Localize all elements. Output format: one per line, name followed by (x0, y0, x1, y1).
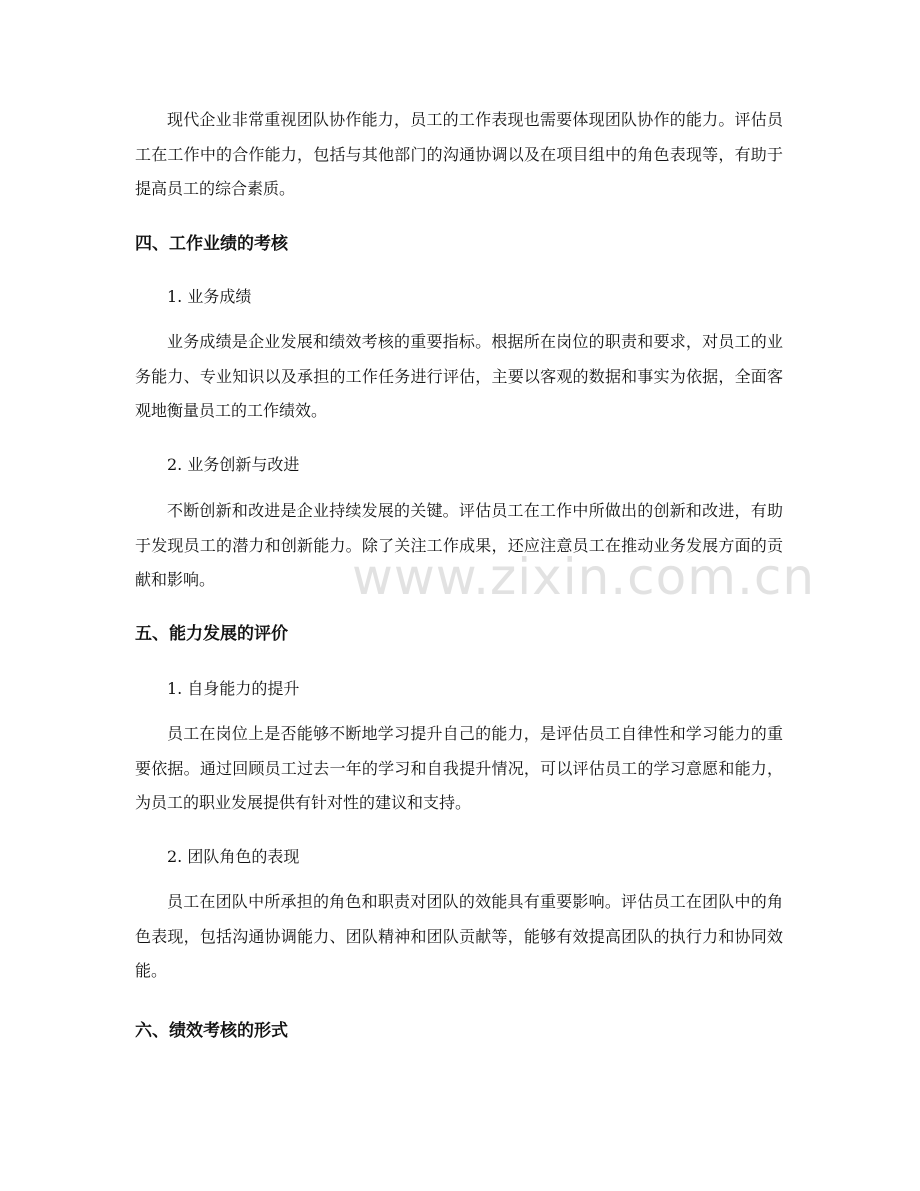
subitem-business-innovation: 2. 业务创新与改进 (167, 455, 300, 474)
watermark: www.zixin.com.cn (352, 548, 816, 606)
section-heading-6: 六、绩效考核的形式 (135, 1021, 288, 1041)
subitem-business-results: 1. 业务成绩 (167, 287, 252, 306)
subitem-team-role: 2. 团队角色的表现 (167, 847, 300, 866)
paragraph-self-improvement: 员工在岗位上是否能够不断地学习提升自己的能力，是评估员工自律性和学习能力的重要依据。通过回顾员工过去一年的学习和自我提升情况，可以评估员工的学习意愿和能力，为员工的职业发展提供有针对性的建议和支持。 (135, 724, 783, 812)
paragraph-teamwork: 现代企业非常重视团队协作能力，员工的工作表现也需要体现团队协作的能力。评估员工在工作中的合作能力，包括与其他部门的沟通协调以及在项目组中的角色表现等，有助于提高员工的综合素质。 (135, 110, 783, 198)
section-heading-5: 五、能力发展的评价 (135, 624, 288, 644)
paragraph-team-role: 员工在团队中所承担的角色和职责对团队的效能具有重要影响。评估员工在团队中的角色表现，包括沟通协调能力、团队精神和团队贡献等，能够有效提高团队的执行力和协同效能。 (135, 892, 783, 980)
section-heading-4: 四、工作业绩的考核 (135, 234, 288, 254)
subitem-self-improvement: 1. 自身能力的提升 (167, 679, 300, 698)
paragraph-business-innovation: 不断创新和改进是企业持续发展的关键。评估员工在工作中所做出的创新和改进，有助于发现员工的潜力和创新能力。除了关注工作成果，还应注意员工在推动业务发展方面的贡献和影响。 (135, 501, 783, 589)
paragraph-business-results: 业务成绩是企业发展和绩效考核的重要指标。根据所在岗位的职责和要求，对员工的业务能力、专业知识以及承担的工作任务进行评估，主要以客观的数据和事实为依据，全面客观地衡量员工的工作绩效。 (135, 332, 783, 420)
